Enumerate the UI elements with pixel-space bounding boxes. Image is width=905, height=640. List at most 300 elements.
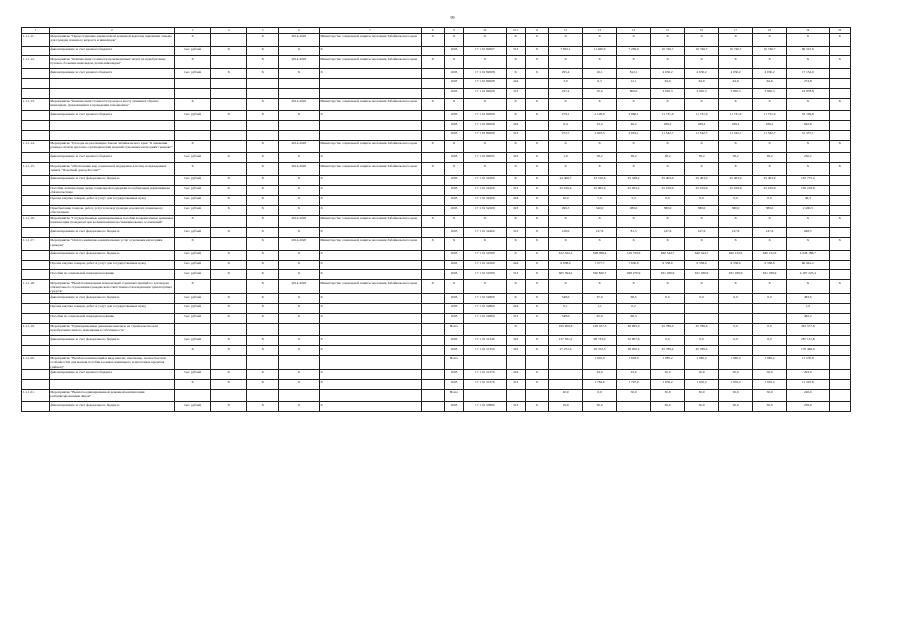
table-cell [319, 88, 421, 98]
table-cell: 68,5 [617, 294, 651, 304]
table-cell: 323 [506, 205, 525, 215]
table-cell [829, 121, 850, 131]
table-cell: X [583, 33, 617, 46]
column-number: 18 [753, 28, 787, 34]
table-cell: X [525, 215, 548, 228]
table-cell [719, 313, 753, 323]
table-cell: 17 1 01 52500 [464, 250, 507, 260]
column-number: 4 [211, 28, 247, 34]
financing-row [22, 205, 851, 215]
table-cell: X [211, 336, 247, 346]
table-cell: X [685, 98, 719, 111]
table-cell [617, 402, 651, 412]
table-cell: 10 746,7 [753, 46, 787, 56]
table-cell: 1.1.1.17. [22, 238, 50, 251]
table-cell: X [685, 33, 719, 46]
table-cell: X [279, 228, 319, 238]
table-cell [211, 130, 247, 140]
table-cell [525, 88, 548, 98]
table-cell: 17 1 01 82007 [464, 46, 507, 56]
table-cell: X [525, 140, 548, 153]
table-cell: тыс. рублей [175, 250, 211, 260]
table-cell: X [829, 98, 850, 111]
table-cell: X [211, 153, 247, 163]
table-cell: 38,2 [583, 153, 617, 163]
table-cell: 244 [506, 260, 525, 270]
table-cell: X [279, 270, 319, 280]
page-number: 99 [450, 15, 455, 20]
table-cell: X [719, 33, 753, 46]
table-cell: финансирование за счет федерального бюджета [49, 294, 174, 304]
table-cell: 313 [506, 270, 525, 280]
table-cell: 17 1 01 52800 [464, 313, 507, 323]
table-cell: 189,2 [685, 121, 719, 131]
table-cell: X [525, 250, 548, 260]
table-cell: тыс. рублей [175, 370, 211, 380]
table-cell: X [247, 46, 279, 56]
table-cell: 45 786,4 [651, 323, 685, 336]
table-cell: 170 466,0 [787, 346, 830, 356]
table-cell: 25 019,9 [685, 185, 719, 195]
table-cell: 50,0 [685, 389, 719, 402]
table-cell: X [319, 260, 421, 270]
table-cell [829, 389, 850, 402]
table-cell: 0,1 [549, 304, 583, 314]
column-number: 5 [247, 28, 279, 34]
table-cell: 640 132,9 [753, 250, 787, 260]
table-cell: 17 1 01 51370 [464, 370, 507, 380]
financing-row [22, 402, 851, 412]
table-cell [22, 228, 50, 238]
table-cell: X [279, 313, 319, 323]
table-cell: X [506, 176, 525, 186]
table-cell: 11 570,8 [787, 355, 830, 369]
table-cell: 640 132,9 [719, 250, 753, 260]
financing-row [22, 294, 851, 304]
table-cell: финансирование за счет федерального бюджета [49, 250, 174, 260]
table-cell: Пособия по социальной помощи населению [49, 313, 174, 323]
table-cell: 340,0 [583, 205, 617, 215]
table-cell: 2014-2020 [279, 280, 319, 294]
table-cell: X [719, 280, 753, 294]
table-cell: X [211, 46, 247, 56]
table-cell: 1,9 [787, 304, 830, 314]
table-cell: X [685, 56, 719, 69]
table-cell: 1,1 [583, 304, 617, 314]
table-cell: 1003 [444, 228, 463, 238]
table-cell: 1.1.1.14. [22, 140, 50, 153]
table-cell: X [421, 280, 444, 294]
table-cell: X [525, 270, 548, 280]
table-cell: X [247, 56, 279, 69]
table-cell: X [247, 379, 279, 389]
table-cell: 17 1 01 52200 [464, 176, 507, 186]
column-number: 9 [444, 28, 463, 34]
table-cell: 0,2 [617, 304, 651, 314]
table-cell: 1.1.1.12. [22, 56, 50, 69]
table-cell: X [444, 163, 463, 176]
table-cell: 165 909,6 [549, 323, 583, 336]
column-number: 11 [525, 28, 548, 34]
financing-row [22, 46, 851, 56]
table-cell [506, 355, 525, 369]
table-cell: 1 985,2 [719, 355, 753, 369]
table-cell: X [279, 260, 319, 270]
column-number: 12 [549, 28, 583, 34]
table-cell: 4 167 225,4 [787, 270, 830, 280]
table-cell: 50,0 [617, 389, 651, 402]
table-cell: 230,2 [787, 153, 830, 163]
table-cell: X [211, 270, 247, 280]
table-cell: X [525, 69, 548, 79]
financing-row [22, 346, 851, 356]
table-cell [685, 313, 719, 323]
measure-row [22, 140, 851, 153]
table-cell [829, 153, 850, 163]
table-cell: 0,0 [753, 336, 787, 346]
table-cell: 1003 [444, 205, 463, 215]
table-cell: X [651, 280, 685, 294]
table-cell [22, 130, 50, 140]
table-cell: 1003 [444, 79, 463, 89]
table-cell [421, 69, 444, 79]
table-cell: 50,0 [719, 389, 753, 402]
table-cell: 46,3 [787, 195, 830, 205]
table-cell: 1 985,2 [753, 355, 787, 369]
measure-row [22, 389, 851, 402]
table-cell: 322 [506, 346, 525, 356]
table-cell: X [525, 313, 548, 323]
table-cell: X [211, 185, 247, 195]
table-cell: X [829, 140, 850, 153]
table-cell: тыс. рублей [175, 69, 211, 79]
table-cell [421, 46, 444, 56]
table-cell: 64,9 [753, 79, 787, 89]
table-cell: X [247, 111, 279, 121]
financing-row [22, 121, 851, 131]
table-cell: X [211, 294, 247, 304]
table-cell [49, 121, 174, 131]
financing-row [22, 270, 851, 280]
table-cell: X [279, 69, 319, 79]
table-cell: 19,9 [549, 402, 583, 412]
table-cell: X [175, 163, 211, 176]
table-cell: X [525, 33, 548, 46]
table-cell: X [247, 176, 279, 186]
table-cell: 64,9 [719, 79, 753, 89]
table-cell: X [525, 304, 548, 314]
table-cell: X [525, 228, 548, 238]
measure-row [22, 98, 851, 111]
table-cell [247, 88, 279, 98]
table-cell: 1 935,2 [719, 379, 753, 389]
table-cell: 1003 [444, 346, 463, 356]
table-cell: X [247, 346, 279, 356]
table-cell [549, 355, 583, 369]
table-cell: X [506, 215, 525, 228]
table-cell: 4 228 186,7 [787, 250, 830, 260]
table-cell: X [787, 98, 830, 111]
table-cell [175, 323, 211, 336]
table-cell [175, 121, 211, 131]
table-cell: X [829, 56, 850, 69]
table-cell [525, 355, 548, 369]
table-cell: тыс. рублей [175, 228, 211, 238]
table-cell: X [525, 98, 548, 111]
table-cell: 244 [506, 195, 525, 205]
table-cell: 9 358,0 [685, 260, 719, 270]
table-cell: финансирование за счет краевого бюджета [49, 111, 174, 121]
table-cell: X [247, 140, 279, 153]
table-cell: X [175, 215, 211, 228]
table-cell [22, 121, 50, 131]
table-cell: 280,0 [617, 205, 651, 215]
table-cell: 128,0 [549, 228, 583, 238]
table-cell: Приобретение товаров, работ, услуг в пользу граждан в целях их социального обеспечения [49, 205, 174, 215]
table-cell [829, 228, 850, 238]
table-cell [421, 355, 444, 369]
table-cell: 812,1 [617, 69, 651, 79]
table-cell [549, 370, 583, 380]
table-cell: 1003 [444, 294, 463, 304]
table-cell: X [247, 215, 279, 228]
table-cell: 9 358,0 [651, 260, 685, 270]
table-cell [22, 111, 50, 121]
financing-row [22, 336, 851, 346]
table-cell: 461 577,8 [787, 323, 830, 336]
table-cell [211, 98, 247, 111]
table-cell: X [247, 280, 279, 294]
table-cell: 17 1 01 82008 [464, 88, 507, 98]
table-cell: 1.1.1.11. [22, 33, 50, 46]
table-cell: X [319, 346, 421, 356]
table-cell [22, 294, 50, 304]
table-cell: X [464, 215, 507, 228]
table-cell: 313 [506, 130, 525, 140]
table-cell: 45 786,4 [685, 323, 719, 336]
table-cell: 17 1 01 51340 [464, 336, 507, 346]
table-cell: X [211, 402, 247, 412]
table-cell: 69 547,0 [787, 46, 830, 56]
table-cell: X [247, 370, 279, 380]
table-cell [319, 130, 421, 140]
table-cell: 17 1 01 51350 [464, 346, 507, 356]
table-cell: X [464, 33, 507, 46]
table-cell: 540 820,7 [583, 270, 617, 280]
table-cell: X [549, 163, 583, 176]
table-cell: 548 098,4 [583, 250, 617, 260]
table-cell [319, 389, 421, 402]
table-cell: Мероприятие "Компенсация стоимости проезда к месту лечения и обратно инвалидам, нуждающимся в проведении гемодиализа" [49, 98, 174, 111]
table-cell: 0,0 [685, 195, 719, 205]
table-cell: 1 810,0 [583, 355, 617, 369]
table-cell: Прочая закупка товаров, работ и услуг для государственных нужд [49, 195, 174, 205]
table-cell: 0,0 [753, 323, 787, 336]
table-cell: 631 186,9 [753, 270, 787, 280]
table-cell [421, 88, 444, 98]
table-cell: X [279, 111, 319, 121]
table-cell [22, 313, 50, 323]
table-cell: X [549, 98, 583, 111]
table-cell [829, 176, 850, 186]
table-cell [829, 336, 850, 346]
table-cell [464, 323, 507, 336]
table-cell: X [583, 140, 617, 153]
table-cell [211, 215, 247, 228]
table-cell: 17 1 01 52200 [464, 195, 507, 205]
table-cell: 0,0 [719, 336, 753, 346]
table-cell: Мероприятие "Компенсация стоимости произведенных затрат на приобретение путевок, больным инвалидам, детям-инвалидам" [49, 56, 174, 69]
table-cell: тыс. рублей [175, 294, 211, 304]
table-cell: Министерство социальной защиты населения Забайкальского края [319, 215, 421, 228]
table-cell: тыс. рублей [175, 185, 211, 195]
table-cell: X [525, 280, 548, 294]
table-cell: финансирование за счет краевого бюджета [49, 69, 174, 79]
table-cell: X [247, 304, 279, 314]
table-cell: 17 1 01 82008 [464, 79, 507, 89]
table-cell: 1003 [444, 88, 463, 98]
table-cell [464, 355, 507, 369]
table-cell: 22 965,6 [583, 185, 617, 195]
table-cell: 1003 [444, 153, 463, 163]
table-cell: 640 544,7 [651, 250, 685, 260]
table-cell: 313 [506, 88, 525, 98]
table-cell [685, 304, 719, 314]
table-cell: 189,2 [719, 121, 753, 131]
table-cell: 322 [506, 336, 525, 346]
table-cell: 25 403,0 [651, 176, 685, 186]
table-cell: Министерство социальной защиты населения Забайкальского края [319, 163, 421, 176]
table-cell: X [279, 304, 319, 314]
table-cell [49, 130, 174, 140]
table-cell: 6 938,0 [549, 260, 583, 270]
table-cell: 25 053,2 [617, 185, 651, 195]
table-cell: 0,0 [719, 323, 753, 336]
table-cell: 25 403,0 [753, 176, 787, 186]
table-cell: X [753, 98, 787, 111]
table-cell [49, 79, 174, 89]
table-cell: X [444, 280, 463, 294]
table-cell: тыс. рублей [175, 195, 211, 205]
table-cell: 147,6 [651, 228, 685, 238]
table-cell: 45 786,4 [651, 346, 685, 356]
table-cell: X [506, 140, 525, 153]
table-cell: Мероприятие "Выплата единовременной денежной компенсации реабилитированным лицам" [49, 389, 174, 402]
table-cell: 1003 [444, 370, 463, 380]
table-cell: X [525, 402, 548, 412]
table-cell [421, 313, 444, 323]
table-cell: X [525, 176, 548, 186]
measure-row [22, 355, 851, 369]
table-body [22, 28, 851, 412]
table-cell [175, 389, 211, 402]
table-cell: 0,0 [651, 294, 685, 304]
table-cell: X [247, 205, 279, 215]
table-cell [829, 402, 850, 412]
financing-row [22, 313, 851, 323]
table-cell [49, 346, 174, 356]
table-cell: 17 1 01 51370 [464, 379, 507, 389]
table-cell [22, 336, 50, 346]
table-cell: финансирование за счет краевого бюджета [49, 153, 174, 163]
table-cell: X [651, 238, 685, 251]
table-cell: 38,2 [651, 153, 685, 163]
table-cell: 167 775,4 [787, 176, 830, 186]
table-cell: 25 338,2 [617, 176, 651, 186]
table-cell: X [506, 280, 525, 294]
table-cell: 313 [506, 379, 525, 389]
table-cell [525, 389, 548, 402]
table-cell: 7 650,0 [617, 260, 651, 270]
table-cell: Мероприятие "Обеспечение мер социальной поддержки для лиц, награжденных знаком "Почетный донор России"" [49, 163, 174, 176]
table-cell [829, 111, 850, 121]
table-cell: 1 985,2 [685, 355, 719, 369]
table-cell: 1003 [444, 69, 463, 79]
table-cell [247, 389, 279, 402]
table-cell: 25 019,9 [719, 185, 753, 195]
table-cell: X [319, 270, 421, 280]
table-cell: 0,3 [583, 79, 617, 89]
table-cell: 1003 [444, 185, 463, 195]
table-cell [211, 163, 247, 176]
table-cell: тыс. рублей [175, 153, 211, 163]
table-cell: 2014-2020 [279, 238, 319, 251]
measure-row [22, 323, 851, 336]
table-cell [719, 304, 753, 314]
table-cell: 1 935,2 [753, 379, 787, 389]
table-cell: 50,0 [651, 389, 685, 402]
table-cell: 46 995,0 [617, 323, 651, 336]
table-cell: X [685, 280, 719, 294]
table-cell: X [319, 250, 421, 260]
table-cell: 50,0 [753, 370, 787, 380]
table-cell: 1 818,0 [617, 355, 651, 369]
table-cell [175, 88, 211, 98]
table-cell: Мероприятие "Государственные единовременные пособия и ежемесячные денежные компенсации гражданам при возникновении поствакцинальных осложнений" [49, 215, 174, 228]
table-cell: 17 1 01 82009 [464, 130, 507, 140]
table-cell [211, 88, 247, 98]
table-cell [247, 121, 279, 131]
table-cell: X [279, 185, 319, 195]
financing-row [22, 195, 851, 205]
table-cell [22, 260, 50, 270]
table-cell: 147,6 [583, 228, 617, 238]
table-cell: X [719, 215, 753, 228]
financing-row [22, 153, 851, 163]
table-cell: X [247, 228, 279, 238]
table-cell: 165 218,8 [787, 185, 830, 195]
table-cell: 313 [506, 228, 525, 238]
table-cell: X [506, 33, 525, 46]
financing-row [22, 379, 851, 389]
table-cell: X [444, 215, 463, 228]
table-cell [506, 389, 525, 402]
table-cell: 25 019,9 [753, 185, 787, 195]
table-cell: 50,0 [753, 402, 787, 412]
table-cell: X [617, 56, 651, 69]
table-cell [421, 228, 444, 238]
table-cell: 1.1.1.19. [22, 323, 50, 336]
table-cell [319, 355, 421, 369]
column-number: 16 [685, 28, 719, 34]
table-cell [525, 121, 548, 131]
table-cell: X [719, 140, 753, 153]
table-cell: Пособия по социальной помощи населению [49, 270, 174, 280]
table-cell: тыс. рублей [175, 205, 211, 215]
table-cell: X [651, 163, 685, 176]
financing-row [22, 185, 851, 195]
table-cell [175, 79, 211, 89]
